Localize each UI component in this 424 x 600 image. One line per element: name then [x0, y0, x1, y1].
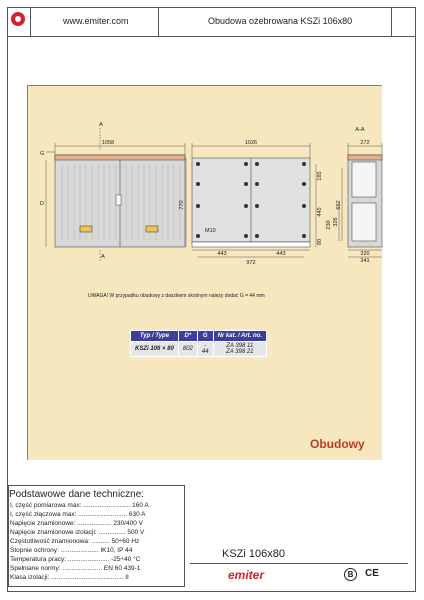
drawing-note: UWAGA! W przypadku obudowy z daszkiem skośnym należy dodać G = 44 mm — [88, 293, 265, 299]
tech-row: Napięcie znamionowe izolacji: ............... 500 V — [10, 529, 145, 536]
product-code: KSZi 106x80 — [222, 548, 285, 560]
tech-row: Klasa izolacji: ........................................ II — [10, 574, 129, 581]
table-header-art: Nr kat. / Art. no. — [213, 331, 266, 342]
dim-height-652: 652 — [336, 200, 342, 210]
type-table — [130, 330, 267, 357]
emiter-brand-logo: emiter — [228, 568, 265, 582]
cell-art — [213, 342, 266, 357]
table-header-g: G — [197, 331, 213, 342]
cell-g-top: - — [204, 343, 207, 349]
category-label: Obudowy — [310, 437, 365, 451]
dim-width-front: 1058 — [101, 140, 115, 146]
section-mark-top: A — [99, 122, 103, 128]
dim-d-label: D — [40, 201, 44, 207]
section-mark-bottom: A — [101, 254, 105, 260]
cell-art-bottom: ZA 398 21 — [226, 349, 254, 355]
tech-row: Temperatura pracy: ....................... -25÷40 °C — [10, 556, 141, 563]
dim-width-bottom: 972 — [246, 260, 256, 266]
dim-half-a: 443 — [217, 251, 227, 257]
tech-row: I, część pomiarowa max: .......................... 160 A — [10, 502, 149, 509]
tech-row: Częstotliwość znamionowa: .......... 50÷60 Hz — [10, 538, 140, 545]
thread-label: M10 — [205, 228, 216, 234]
cell-d: 802 — [178, 342, 197, 357]
tech-row: Spełniane normy: ...................... EN 60 439-1 — [10, 565, 141, 572]
section-label: A-A — [355, 127, 365, 133]
cell-g-bottom: 44 — [201, 349, 209, 355]
header-title: Obudowa ożebrowana KSZi 106x80 — [208, 16, 353, 26]
cell-art-top: ZA 398 11 — [226, 343, 254, 349]
dim-half-b: 443 — [276, 251, 286, 257]
dim-height-80: 80 — [317, 238, 323, 246]
dim-depth-top: 272 — [360, 140, 370, 146]
tech-row: Napięcie znamionowe: ................... 230/400 V — [10, 520, 143, 527]
cell-g — [197, 342, 213, 357]
b-cert-icon: B — [344, 568, 357, 581]
dim-height-445: 445 — [317, 207, 323, 217]
cell-type: KSZi 106 × 80 — [131, 342, 179, 357]
dim-height-185: 185 — [317, 171, 323, 181]
dim-height-326: 326 — [333, 217, 339, 227]
tech-data-title: Podstawowe dane techniczne: — [9, 489, 145, 500]
ce-mark-icon: CE — [365, 568, 379, 579]
table-header-type: Typ / Type — [131, 331, 179, 342]
tech-row: I, część złączowa max: ........................... 630 A — [10, 511, 146, 518]
footer-divider — [190, 563, 408, 564]
dim-g-label: G — [40, 151, 45, 157]
dim-height-230: 230 — [326, 220, 332, 230]
dim-depth-341: 341 — [360, 258, 370, 264]
header-url[interactable]: www.emiter.com — [63, 16, 129, 26]
table-row — [131, 342, 267, 357]
table-header-d: D* — [178, 331, 197, 342]
dim-width-mount: 1026 — [244, 140, 258, 146]
dim-depth-320: 320 — [360, 251, 370, 257]
tech-row: Stopnie ochrony: ..................... IK10, IP 44 — [10, 547, 133, 554]
dim-height-770: 770 — [179, 200, 185, 210]
